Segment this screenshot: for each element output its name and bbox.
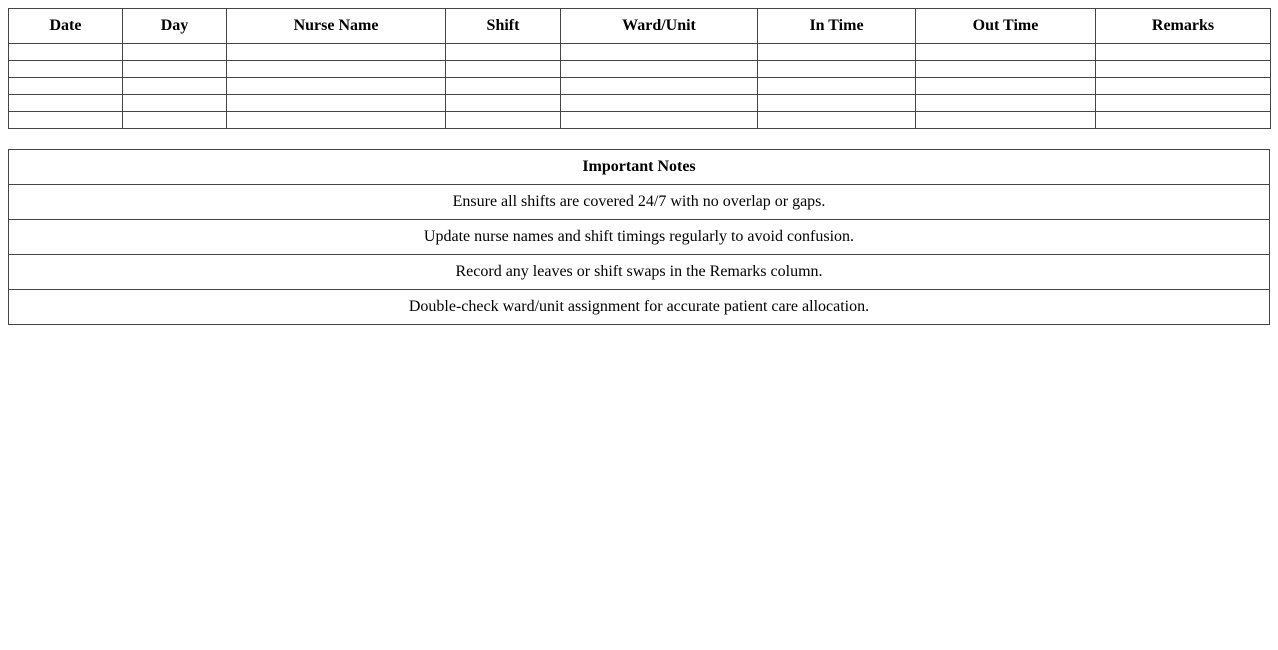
table-cell[interactable] <box>9 112 123 129</box>
header-ward-unit: Ward/Unit <box>561 9 758 44</box>
table-cell[interactable] <box>446 112 561 129</box>
table-row <box>9 61 1271 78</box>
table-cell[interactable] <box>227 44 446 61</box>
important-notes-table <box>8 149 1270 325</box>
table-cell[interactable] <box>9 78 123 95</box>
note-item: Record any leaves or shift swaps in the Remarks column. <box>9 255 1270 290</box>
table-cell[interactable] <box>123 78 227 95</box>
table-cell[interactable] <box>561 44 758 61</box>
table-cell[interactable] <box>227 78 446 95</box>
table-cell[interactable] <box>758 61 916 78</box>
table-cell[interactable] <box>9 95 123 112</box>
table-cell[interactable] <box>561 61 758 78</box>
table-row <box>9 95 1271 112</box>
notes-title: Important Notes <box>9 150 1270 185</box>
table-cell[interactable] <box>9 61 123 78</box>
note-item: Update nurse names and shift timings regularly to avoid confusion. <box>9 220 1270 255</box>
header-nurse-name: Nurse Name <box>227 9 446 44</box>
table-cell[interactable] <box>1096 95 1271 112</box>
table-cell[interactable] <box>561 95 758 112</box>
table-header-row <box>9 9 1271 44</box>
table-cell[interactable] <box>446 61 561 78</box>
header-shift: Shift <box>446 9 561 44</box>
note-item: Double-check ward/unit assignment for accurate patient care allocation. <box>9 290 1270 325</box>
table-cell[interactable] <box>1096 61 1271 78</box>
table-cell[interactable] <box>916 112 1096 129</box>
table-row <box>9 44 1271 61</box>
table-cell[interactable] <box>123 44 227 61</box>
table-cell[interactable] <box>446 44 561 61</box>
note-row <box>9 220 1270 255</box>
table-cell[interactable] <box>561 112 758 129</box>
table-cell[interactable] <box>561 78 758 95</box>
table-row <box>9 78 1271 95</box>
header-date: Date <box>9 9 123 44</box>
table-row <box>9 112 1271 129</box>
header-in-time: In Time <box>758 9 916 44</box>
table-cell[interactable] <box>1096 44 1271 61</box>
note-row <box>9 185 1270 220</box>
nurse-schedule-table <box>8 8 1271 129</box>
table-cell[interactable] <box>227 95 446 112</box>
note-row <box>9 255 1270 290</box>
table-cell[interactable] <box>446 95 561 112</box>
header-day: Day <box>123 9 227 44</box>
table-cell[interactable] <box>123 61 227 78</box>
header-remarks: Remarks <box>1096 9 1271 44</box>
table-cell[interactable] <box>227 61 446 78</box>
table-cell[interactable] <box>916 78 1096 95</box>
table-cell[interactable] <box>916 44 1096 61</box>
table-cell[interactable] <box>758 78 916 95</box>
note-row <box>9 290 1270 325</box>
table-cell[interactable] <box>446 78 561 95</box>
table-cell[interactable] <box>123 112 227 129</box>
table-cell[interactable] <box>227 112 446 129</box>
notes-header-row <box>9 150 1270 185</box>
table-cell[interactable] <box>123 95 227 112</box>
table-cell[interactable] <box>758 44 916 61</box>
table-cell[interactable] <box>758 95 916 112</box>
table-cell[interactable] <box>1096 78 1271 95</box>
table-cell[interactable] <box>916 61 1096 78</box>
table-cell[interactable] <box>9 44 123 61</box>
header-out-time: Out Time <box>916 9 1096 44</box>
table-cell[interactable] <box>758 112 916 129</box>
table-cell[interactable] <box>916 95 1096 112</box>
note-item: Ensure all shifts are covered 24/7 with no overlap or gaps. <box>9 185 1270 220</box>
table-cell[interactable] <box>1096 112 1271 129</box>
